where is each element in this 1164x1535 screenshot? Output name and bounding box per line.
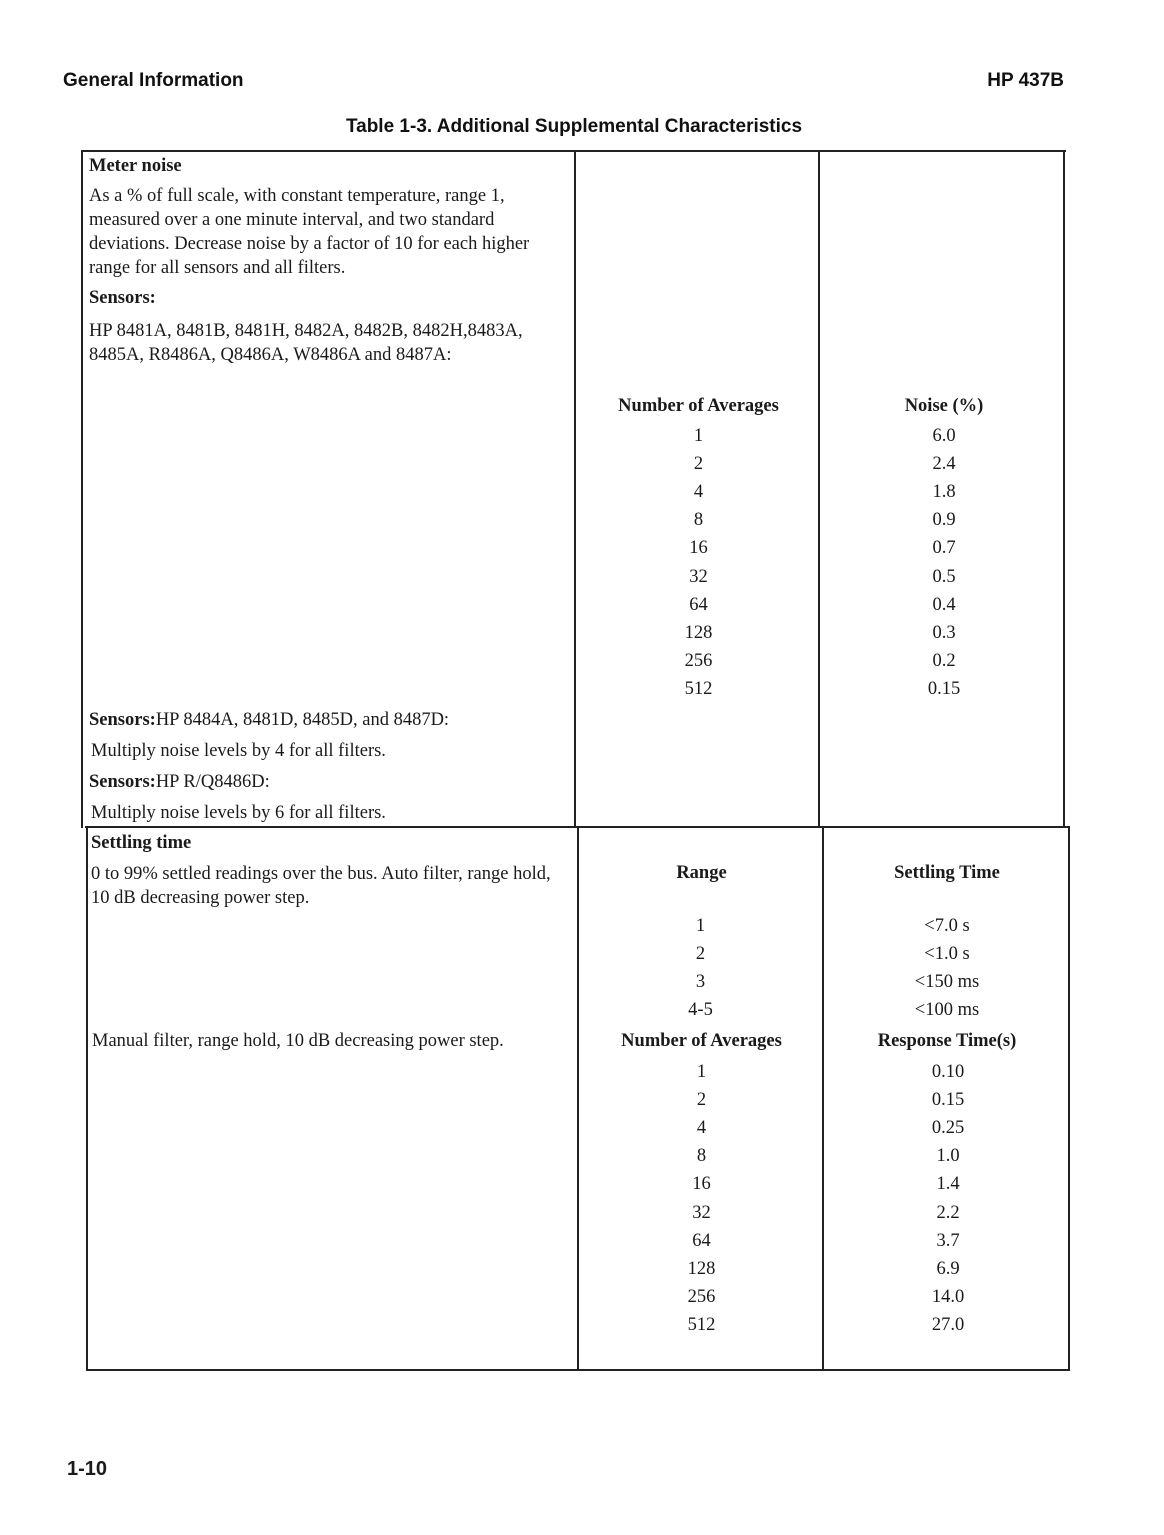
model-name: HP 437B [987,70,1064,91]
noise-cell-left: 128 [684,622,713,643]
noise-col-noise-header: Noise (%) [904,396,984,416]
noise-cell-left: 2 [693,454,704,475]
noise-cell-right: 0.2 [932,650,956,671]
sensors-label: Sensors: [89,288,156,308]
noise-cell-right: 0.4 [932,594,956,615]
settling-cell-right: <1.0 s [924,944,970,964]
sensors3-line [89,772,270,793]
noise-cell-right: 0.15 [927,678,961,699]
manual-cell-right: 1.0 [936,1146,960,1167]
manual-cell-right: 0.15 [931,1090,965,1111]
noise-col-averages-header: Number of Averages [618,396,779,416]
manual-cell-right: 1.4 [936,1174,960,1195]
sensors-list: HP 8481A, 8481B, 8481H, 8482A, 8482B, 8482H,8483A, 8485A, R8486A, Q8486A, W8486A and 8487A: [89,321,523,365]
manual-cell-right: 14.0 [931,1286,965,1307]
manual-cell-left: 128 [687,1258,716,1279]
manual-cell-right: 6.9 [936,1258,960,1279]
noise-cell-left: 32 [689,566,708,587]
manual-cell-left: 1 [696,1062,707,1082]
manual-cell-left: 256 [687,1286,716,1307]
meter-noise-description: As a % of full scale, with constant temperature, range 1, measured over a one minute interval, and two standard deviations. Decrease noise by a factor of 10 for each higher range for all sensors and all filters. [89,186,530,278]
settling-col-time-header: Settling Time [894,863,1000,883]
noise-cell-right: 1.8 [932,482,956,503]
noise-cell-left: 4 [693,482,704,503]
manual-col-response-header: Response Time(s) [877,1031,1017,1051]
settling-cell-right: <150 ms [914,972,980,992]
noise-cell-right: 0.3 [932,622,956,643]
manual-cell-right: 3.7 [936,1230,960,1251]
noise-cell-left: 256 [684,650,713,671]
sensors2-label: Sensors: [89,710,156,730]
manual-cell-left: 64 [692,1230,711,1251]
noise-cell-left: 512 [684,678,713,699]
settling-col-range-header: Range [676,863,727,883]
noise-cell-right: 0.5 [932,566,956,587]
settling-cell-right: <100 ms [914,1000,980,1020]
noise-cell-right: 2.4 [932,454,956,475]
manual-cell-right: 0.25 [931,1118,965,1139]
manual-cell-left: 8 [696,1146,707,1167]
table-title: Table 1-3. Additional Supplemental Characteristics [345,116,803,137]
section-title: General Information [63,70,244,91]
manual-cell-right: 2.2 [936,1202,960,1223]
settling-time-heading: Settling time [91,833,192,853]
manual-cell-left: 2 [696,1090,707,1111]
manual-cell-right: 27.0 [931,1314,965,1335]
table-col-divider-1-lower [577,826,579,1371]
noise-cell-left: 16 [689,538,708,559]
meter-noise-heading: Meter noise [89,156,182,176]
noise-cell-left: 64 [689,594,708,615]
table-border-left [81,150,83,828]
sensors2-note: Multiply noise levels by 4 for all filters. [91,741,386,761]
manual-cell-left: 512 [687,1314,716,1335]
manual-cell-left: 16 [692,1174,711,1195]
page-number: 1-10 [67,1458,108,1480]
noise-cell-left: 8 [693,510,704,531]
settling-cell-left: 4-5 [688,1000,713,1020]
noise-cell-left: 1 [693,426,704,446]
manual-cell-right: 0.10 [931,1062,965,1082]
settling-cell-left: 2 [695,944,706,964]
noise-cell-right: 0.7 [932,538,956,559]
sensors3-note: Multiply noise levels by 6 for all filters. [91,803,386,823]
table-col-divider-1 [574,150,576,828]
settling-auto-description: 0 to 99% settled readings over the bus. Auto filter, range hold, 10 dB decreasing power step. [91,864,551,908]
noise-cell-right: 6.0 [932,426,956,446]
settling-cell-right: <7.0 s [924,916,970,936]
settling-cell-left: 1 [695,916,706,936]
table-border-left-lower [86,826,88,1371]
settling-manual-description: Manual filter, range hold, 10 dB decreasing power step. [92,1031,504,1051]
manual-cell-left: 32 [692,1202,711,1223]
sensors3-list: HP R/Q8486D: [155,772,270,792]
noise-cell-right: 0.9 [932,510,956,531]
sensors3-label: Sensors: [89,772,156,792]
manual-cell-left: 4 [696,1118,707,1139]
sensors2-list: HP 8484A, 8481D, 8485D, and 8487D: [155,710,450,730]
sensors2-line [89,710,449,731]
manual-col-averages-header: Number of Averages [621,1031,782,1051]
settling-cell-left: 3 [695,972,706,992]
